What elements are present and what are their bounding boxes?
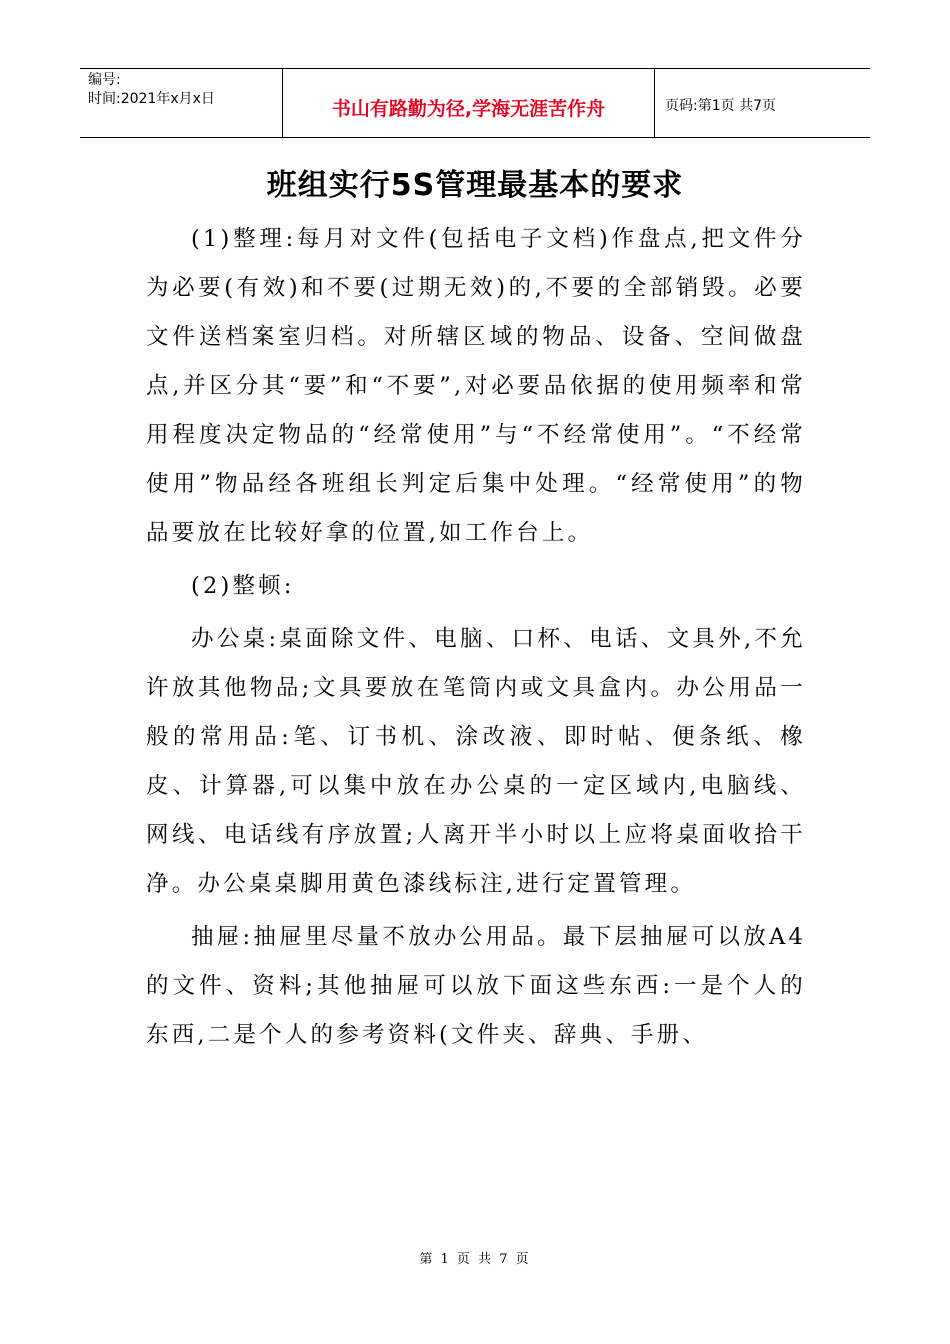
paragraph-sort: (1)整理:每月对文件(包括电子文档)作盘点,把文件分为必要(有效)和不要(过期无效)的,不要的全部销毁。必要文件送档案室归档。对所辖区域的物品、设备、空间做盘点,并区分其“要”和“不要”,对必要品依据的使用频率和常用程度决定物品的“经常使用”与“不经常使用”。“不经常使用”物品经各班组长判定后集中处理。“经常使用”的物品要放在比较好拿的位置,如工作台上。 bbox=[146, 226, 806, 546]
header-meta-cell bbox=[80, 69, 283, 137]
page-header bbox=[80, 68, 870, 138]
document-title: 班组实行5S管理最基本的要求 bbox=[266, 168, 684, 203]
page-footer: 第 1 页 共 7 页 bbox=[419, 1252, 531, 1267]
header-page-number: 页码:第1页 共7页 bbox=[665, 98, 776, 114]
header-motto-cell bbox=[283, 69, 655, 137]
document-time-label: 时间:2021年x月x日 bbox=[88, 91, 215, 107]
paragraph-drawer: 抽屉:抽屉里尽量不放办公用品。最下层抽屉可以放A4的文件、资料;其他抽屉可以放下面这些东西:一是个人的东西,二是个人的参考资料(文件夹、辞典、手册、 bbox=[146, 924, 806, 1048]
header-motto: 书山有路勤为径,学海无涯苦作舟 bbox=[331, 97, 606, 120]
document-body bbox=[146, 215, 806, 1060]
header-page-cell bbox=[655, 69, 870, 137]
document-number-label: 编号: bbox=[88, 72, 121, 88]
paragraph-desk: 办公桌:桌面除文件、电脑、口杯、电话、文具外,不允许放其他物品;文具要放在笔筒内或文具盒内。办公用品一般的常用品:笔、订书机、涂改液、即时帖、便条纸、橡皮、计算器,可以集中放在办公桌的一定区域内,电脑线、网线、电话线有序放置;人离开半小时以上应将桌面收拾干净。办公桌桌脚用黄色漆线标注,进行定置管理。 bbox=[146, 626, 806, 897]
paragraph-set-in-order: (2)整顿: bbox=[191, 573, 295, 599]
